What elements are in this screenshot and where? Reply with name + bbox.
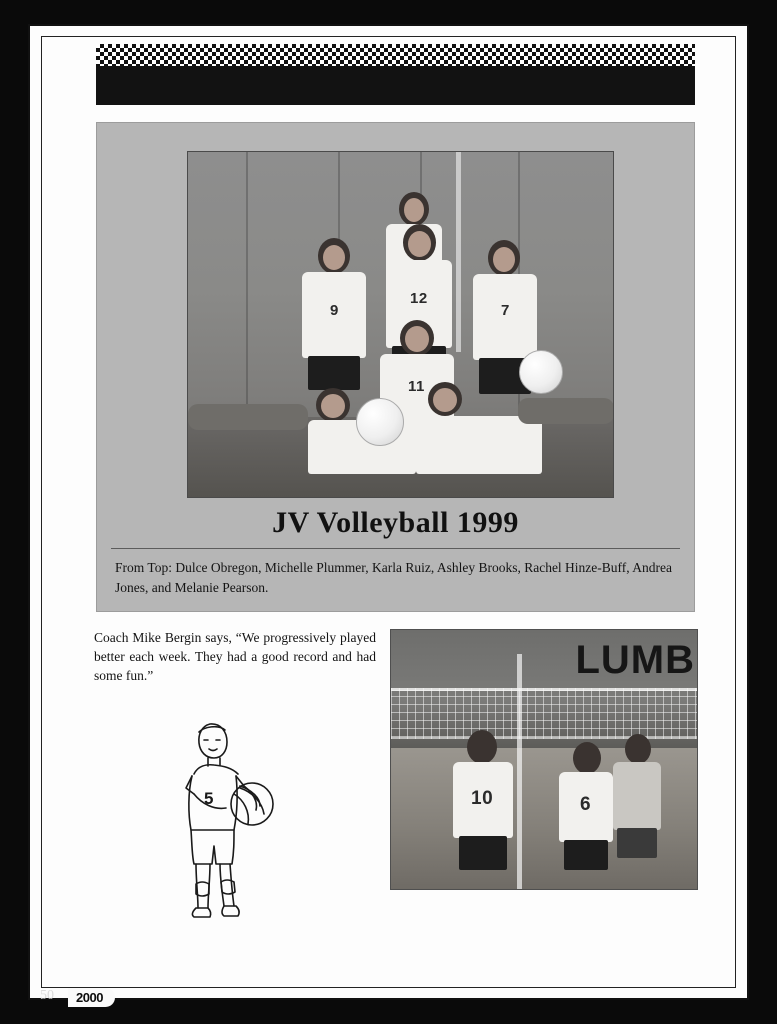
feature-block xyxy=(96,122,695,612)
illustration-svg xyxy=(168,718,298,928)
year-badge: 2000 xyxy=(68,988,115,1007)
jersey-number: 7 xyxy=(501,302,510,319)
jersey-number: 11 xyxy=(408,378,425,395)
legs-left xyxy=(188,404,308,430)
jersey-number: 12 xyxy=(410,290,428,307)
team-names-caption: From Top: Dulce Obregon, Michelle Plummer, Karla Ruiz, Ashley Brooks, Rachel Hinze-Buff, Andrea Jones, and Melanie Pearson. xyxy=(115,560,673,595)
player-6 xyxy=(559,742,615,882)
player-background xyxy=(613,734,663,874)
player-front-left xyxy=(308,384,428,474)
page-title: JV Volleyball 1999 xyxy=(272,506,519,539)
svg-text:5: 5 xyxy=(204,789,214,808)
page-number: 50 xyxy=(40,988,54,1003)
net-pole xyxy=(456,152,461,352)
banner-solid-bar xyxy=(96,66,695,105)
divider xyxy=(111,548,680,549)
jersey-number: 10 xyxy=(471,788,494,809)
player-9 xyxy=(300,238,370,398)
gym-banner-text: LUMB xyxy=(575,638,695,682)
action-photo xyxy=(390,629,698,890)
net-pole xyxy=(517,654,522,889)
jersey-number: 6 xyxy=(580,794,592,815)
player-illustration xyxy=(168,718,298,928)
checker-pattern xyxy=(96,44,695,66)
jersey-number: 9 xyxy=(330,302,339,319)
player-front-right xyxy=(416,380,556,476)
legs-right xyxy=(518,398,614,424)
team-photo xyxy=(187,151,614,498)
coach-quote: Coach Mike Bergin says, “We progressively played better each week. They had a good record and had some fun.” xyxy=(94,630,376,683)
header-banner xyxy=(96,44,695,105)
volleyball-net xyxy=(391,688,697,739)
volleyball xyxy=(356,398,404,446)
player-10 xyxy=(453,730,515,880)
